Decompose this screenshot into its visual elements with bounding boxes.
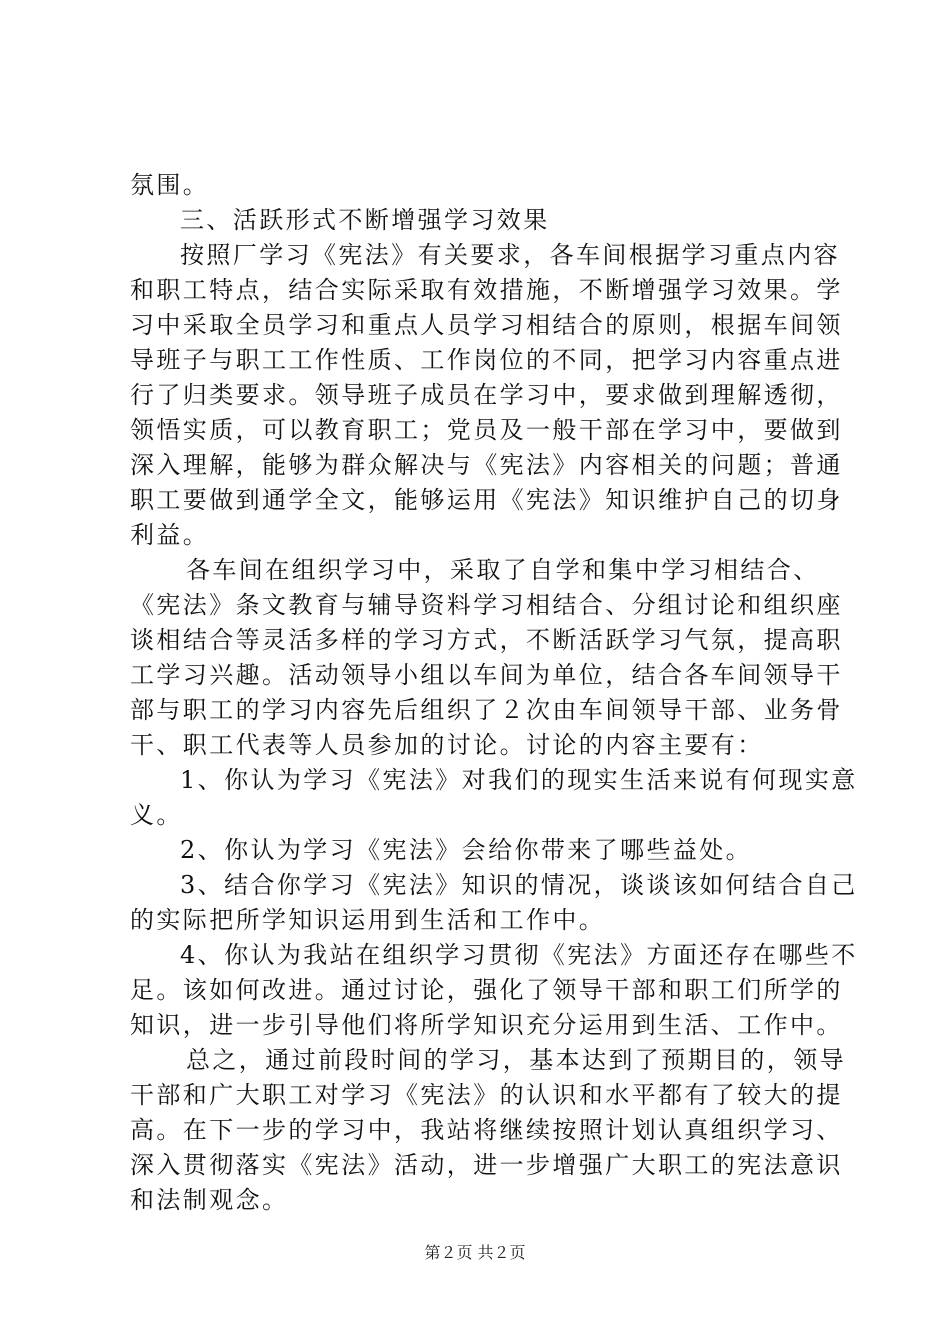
body-line: 工学习兴趣。活动领导小组以车间为单位，结合各车间领导干 [130,661,843,689]
section-heading: 三、活跃形式不断增强学习效果 [180,206,550,234]
body-line: 各车间在组织学习中，采取了自学和集中学习相结合、 [186,556,820,584]
body-line: 按照厂学习《宪法》有关要求，各车间根据学习重点内容 [180,241,840,269]
paragraph [130,1043,846,1218]
body-line: 部与职工的学习内容先后组织了２次由车间领导干部、业务骨 [130,696,843,724]
body-line: 知识，进一步引导他们将所学知识充分运用到生活、工作中。 [130,1011,843,1039]
paragraph [130,553,843,763]
body-line: 深入贯彻落实《宪法》活动，进一步增强广大职工的宪法意识 [130,1151,843,1179]
body-line: 行了归类要求。领导班子成员在学习中，要求做到理解透彻， [130,381,843,409]
body-line: 利益。 [130,521,210,549]
body-line: 氛围。 [130,171,210,199]
body-line: 和法制观念。 [130,1186,289,1214]
body-line: 1、你认为学习《宪法》对我们的现实生活来说有何现实意 [180,766,858,794]
body-line: 导班子与职工工作性质、工作岗位的不同，把学习内容重点进 [130,346,843,374]
body-line: 足。该如何改进。通过讨论，强化了领导干部和职工们所学的 [130,976,843,1004]
body-line: 4、你认为我站在组织学习贯彻《宪法》方面还存在哪些不 [180,941,858,969]
body-line: 领悟实质，可以教育职工；党员及一般干部在学习中，要做到 [130,416,843,444]
body-line: 3、结合你学习《宪法》知识的情况，谈谈该如何结合自己 [180,871,858,899]
list-item [130,763,858,833]
body-line: 谈相结合等灵活多样的学习方式，不断活跃学习气氛，提高职 [130,626,843,654]
paragraph [130,238,843,553]
body-line: 的实际把所学知识运用到生活和工作中。 [130,906,606,934]
body-line: 2、你认为学习《宪法》会给你带来了哪些益处。 [180,836,753,864]
list-item [130,833,830,868]
list-item [130,868,858,938]
body-line: 和职工特点，结合实际采取有效措施，不断增强学习效果。学 [130,276,843,304]
body-line: 高。在下一步的学习中，我站将继续按照计划认真组织学习、 [130,1116,843,1144]
body-line: 职工要做到通学全文，能够运用《宪法》知识维护自己的切身 [130,486,843,514]
body-line: 《宪法》条文教育与辅导资料学习相结合、分组讨论和组织座 [130,591,843,619]
list-item [130,938,858,1043]
body-line: 总之，通过前段时间的学习，基本达到了预期目的，领导 [186,1046,846,1074]
document-body [130,168,858,1218]
body-line: 干、职工代表等人员参加的讨论。讨论的内容主要有： [130,731,764,759]
body-line: 习中采取全员学习和重点人员学习相结合的原则，根据车间领 [130,311,843,339]
body-line: 干部和广大职工对学习《宪法》的认识和水平都有了较大的提 [130,1081,843,1109]
page-number-footer: 第２页 共２页 [424,1243,526,1262]
body-line: 深入理解，能够为群众解决与《宪法》内容相关的问题；普通 [130,451,843,479]
body-line: 义。 [130,801,183,829]
